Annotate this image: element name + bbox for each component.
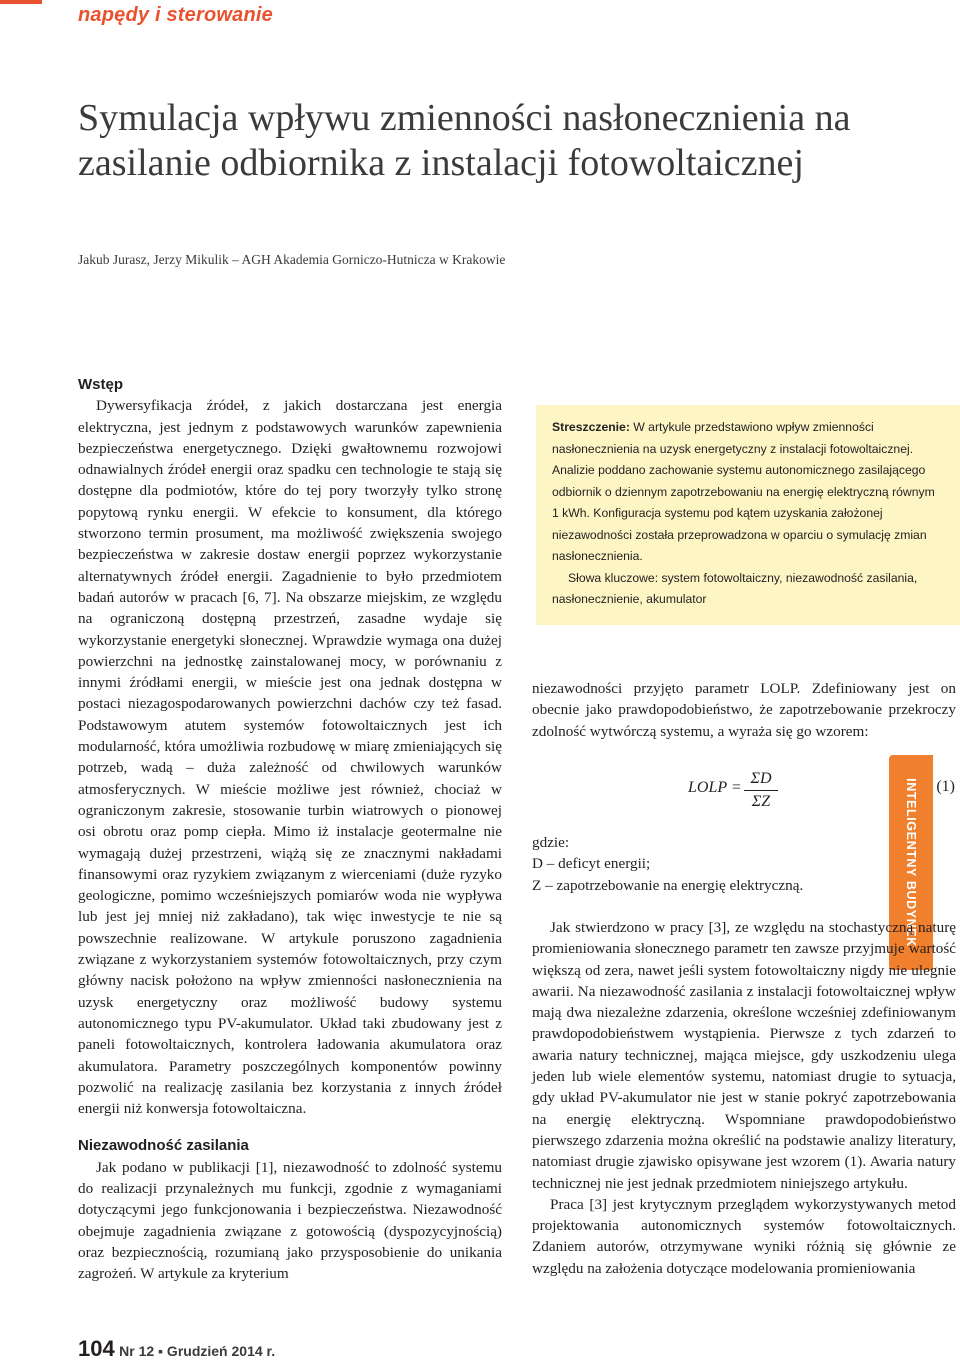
definition-z: Z – zapotrzebowanie na energię elektryczną. xyxy=(532,876,804,894)
keywords-label: Słowa kluczowe: xyxy=(568,570,659,585)
right-column-top xyxy=(532,678,956,742)
equation-lolp xyxy=(680,768,955,816)
definition-d: D – deficyt energii; xyxy=(532,855,651,873)
paragraph-review: Praca [3] jest krytycznym przeglądem wykorzystywanych metod projektowania autonomicznych systemów fotowoltaicznych. Zdaniem autorów, otrzymywane wyniki różnią się głównie ze względu na założenia dotyczące modelowania promieniowania xyxy=(532,1195,956,1277)
right-column-bottom xyxy=(532,917,956,1279)
header-accent-bar xyxy=(0,0,42,4)
paragraph-introduction: Dywersyfikacja źródeł, z jakich dostarczana jest energia elektryczna, jest jednym z podstawowych warunków zapewnienia bezpieczeństwa energetycznego. Dzięki gwałtownemu rozwojowi odnawialnych źródeł energii oraz spadku cen technologie te stają się dostępne dla podmiotów, które do tej pory tworzyły tylko stronę popytową rynku energii. W efekcie to konsument, dla którego stworzono termin prosument, ma możliwość zwiększenia swojego bezpieczeństwa w zakresie dostaw energii poprzez wykorzystanie alternatywnych źródeł energii. Zagadnienie to było przedmiotem badań autorów w pracach [6, 7]. Na obszarze miejskim, ze względu na ograniczoną dostępną przestrzeń, zasadne wydaje się wykorzystanie energetyki słonecznej. Wprawdzie wymaga ona dużej powierzchni na jednostkę zainstalowanej mocy, w porównaniu z innymi źródłami energii, w mieście jest ona jednak dostępna w postaci niezagospodarowanych powierzchni dachów czy też fasad. Podstawowym atutem systemów fotowoltaicznych jest ich modularność, która umożliwia rozbudowę w miarę zmieniających się potrzeb, wadą – duża zależność od chwilowych warunków atmosferycznych. W mieście możliwe jest również, chociaż w ograniczonym zakresie, stosowanie turbin wiatrowych o pionowej osi obrotu oraz pomp ciepła. Mimo iż instalacje geotermalne nie wymagają dużej przestrzeni, wiążą się ze znacznymi nakładami finansowymi oraz ryzykiem związanym z wierceniami (duże ryzyko geologiczne, pomimo wcześniejszych pomiarów woda nie wypływa lub jest jej mniej niż zakładano), tak więc inwestycje te nie są powszechnie realizowane. W artykule poruszono zagadnienia związane z wykorzystaniem systemów fotowoltaicznych, przy czym główny nacisk położono na wpływ zmienności nasłonecznienia na uzysk energetyczny oraz możliwość budowy systemu autonomicznego typu PV-akumulator. Układ taki zbudowany jest z paneli fotowoltaicznych, kontrolera ładowania akumulatora oraz akumulatora. Parametry poszczególnych komponentów powinny pozwolić na realizację zasilania bez korzystania z innych źródeł energii niż konwersja fotowoltaiczna. xyxy=(78,397,502,1118)
abstract-label: Streszczenie: xyxy=(552,420,630,434)
article-title: Symulacja wpływu zmienności nasłonecznienia na zasilanie odbiornika z instalacji fotowoltaicznej xyxy=(78,97,851,184)
equation-denominator: ΣZ xyxy=(751,793,771,810)
equation-definitions xyxy=(532,832,956,896)
keywords xyxy=(552,568,942,611)
heading-introduction: Wstęp xyxy=(78,376,123,393)
left-column xyxy=(78,374,502,1284)
equation-lhs: LOLP = xyxy=(688,779,742,796)
equation-number: (1) xyxy=(936,778,955,795)
equation-fraction xyxy=(744,768,778,813)
keywords-list: system fotowoltaiczny, niezawodność zasilania, nasłonecznienie, akumulator xyxy=(552,570,918,606)
abstract-box xyxy=(536,405,960,625)
definitions-where: gdzie: xyxy=(532,834,570,851)
paragraph-reliability: Jak podano w publikacji [1], niezawodność to zdolność systemu do realizacji przynależnych mu funkcji, zgodnie z wymaganiami dotyczącymi jego funkcjonowania i bezpieczeństwa. Niezawodność obejmuje zagadnienia związane z gotowością (dyspozycyjnością) oraz bezpiecznością, rozumianą jako przysposobienie do unikania zagrożeń. W artykule za kryterium xyxy=(78,1158,502,1283)
side-section-tab-label: INTELIGENTNY BUDYNEK xyxy=(904,778,918,947)
equation-numerator: ΣD xyxy=(744,768,778,791)
article-authors: Jakub Jurasz, Jerzy Mikulik – AGH Akademia Gorniczo-Hutnicza w Krakowie xyxy=(78,252,506,267)
paragraph-lolp-intro: niezawodności przyjęto parametr LOLP. Zdefiniowany jest on obecnie jako prawdopodobieństwo, że zapotrzebowanie przekroczy zdolność wytwórczą systemu, a wyraża się go wzorem: xyxy=(532,680,956,740)
heading-reliability: Niezawodność zasilania xyxy=(78,1137,249,1155)
page-number: 104 xyxy=(78,1336,115,1361)
section-tag: napędy i sterowanie xyxy=(78,4,273,26)
issue-info: Nr 12 ▪ Grudzień 2014 r. xyxy=(119,1343,276,1359)
page-footer xyxy=(78,1336,275,1362)
abstract-text xyxy=(552,417,942,568)
abstract-body: W artykule przedstawiono wpływ zmienności nasłonecznienia na uzysk energetyczny z instalacji fotowoltaicznej. Analizie poddano zachowanie systemu autonomicznego zasilającego odbiornik o dziennym zapotrzebowaniu na energię elektryczną równym 1 kWh. Konfiguracja systemu pod kątem uzyskania założonej niezawodności została przeprowadzona w oparciu o symulację zmian nasłonecznienia. xyxy=(552,420,935,563)
paragraph-stochastic: Jak stwierdzono w pracy [3], ze względu na stochastyczną naturę promieniowania słonecznego parametr ten zawsze przyjmuje wartość większą od zera, nawet jeśli system fotowoltaiczny nigdy nie ulegnie awarii. Na niezawodność zasilania z instalacji fotowoltaicznej wpływ mają dwa niezależne zdarzenia, określone wcześniej zdefiniowanym prawdopodobieństwem wystąpienia. Pierwsze z tych zdarzeń to awaria natury technicznej, mająca miejsce, gdy uszkodzeniu ulega jeden lub wiele elementów systemu, natomiast drugie to sytuacja, gdy układ PV-akumulator nie jest w stanie pokryć zapotrzebowania na energię elektryczną. Wspomniane prawdopodobieństwo pierwszego zdarzenia można określić na podstawie analizy literatury, natomiast drugie zjawisko opisywane jest wzorem (1). Awaria natury technicznej nie jest jednak przedmiotem niniejszego artykułu. xyxy=(532,919,956,1192)
